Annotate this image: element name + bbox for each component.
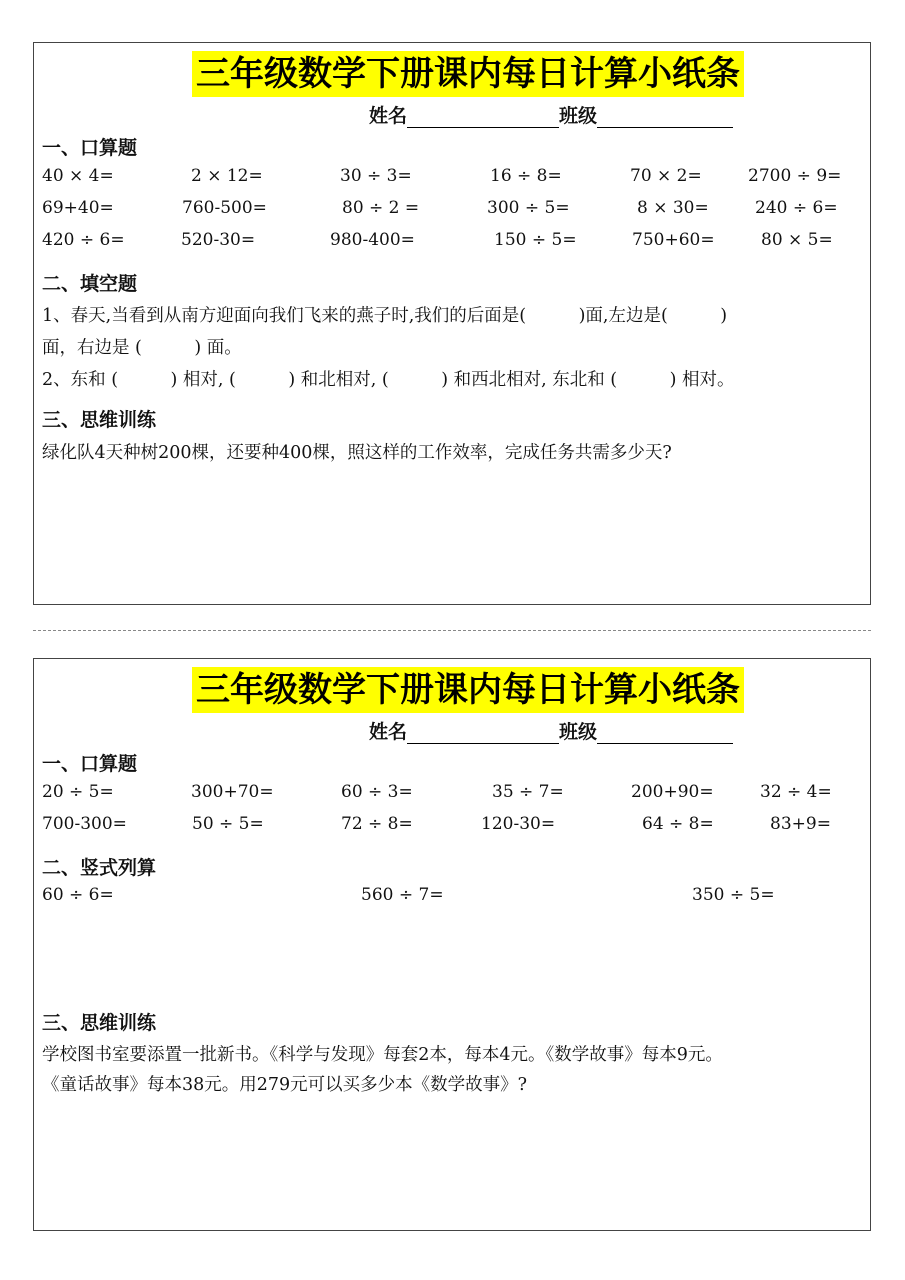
vertical-problem: 560 ÷ 7= — [361, 885, 444, 905]
name-class-row — [369, 717, 733, 744]
oral-problem: 70 × 2= — [630, 166, 702, 186]
thinking-question-line: 绿化队4天种树200棵，还要种400棵，照这样的工作效率，完成任务共需多少天? — [42, 443, 672, 463]
oral-problem: 30 ÷ 3= — [340, 166, 412, 186]
oral-problem: 80 × 5= — [761, 230, 833, 250]
section-vertical-title: 二、竖式列算 — [42, 857, 157, 879]
oral-problem: 50 ÷ 5= — [192, 814, 264, 834]
class-label: 班级 — [559, 721, 598, 743]
oral-problem: 83+9= — [770, 814, 831, 834]
section-oral-title: 一、口算题 — [42, 753, 138, 775]
worksheet-title: 三年级数学下册课内每日计算小纸条 — [192, 51, 744, 97]
fill-question-line: 2、东和 ( ) 相对, ( ) 和北相对, ( ) 和西北相对, 东北和 ( ) 相对。 — [42, 370, 735, 390]
oral-problem: 200+90= — [631, 782, 714, 802]
oral-problem: 72 ÷ 8= — [341, 814, 413, 834]
worksheet-card-1 — [33, 42, 871, 605]
name-label: 姓名 — [369, 105, 408, 127]
oral-problem: 20 ÷ 5= — [42, 782, 114, 802]
class-blank[interactable] — [597, 107, 733, 128]
oral-problem: 80 ÷ 2 = — [342, 198, 420, 218]
thinking-question-line: 《童话故事》每本38元。用279元可以买多少本《数学故事》? — [42, 1075, 528, 1095]
oral-problem: 35 ÷ 7= — [492, 782, 564, 802]
oral-problem: 60 ÷ 3= — [341, 782, 413, 802]
oral-problem: 32 ÷ 4= — [760, 782, 832, 802]
class-blank[interactable] — [597, 723, 733, 744]
oral-problem: 40 × 4= — [42, 166, 114, 186]
oral-problem: 750+60= — [632, 230, 715, 250]
thinking-question-line: 学校图书室要添置一批新书。《科学与发现》每套2本，每本4元。《数学故事》每本9元。 — [42, 1045, 723, 1065]
name-blank[interactable] — [407, 723, 559, 744]
oral-problem: 980-400= — [330, 230, 415, 250]
fill-question-line: 面，右边是 ( ) 面。 — [42, 338, 242, 358]
class-label: 班级 — [559, 105, 598, 127]
vertical-problem: 350 ÷ 5= — [692, 885, 775, 905]
oral-problem: 64 ÷ 8= — [642, 814, 714, 834]
cut-line-divider — [33, 630, 871, 631]
section-thinking-title: 三、思维训练 — [42, 1012, 157, 1034]
oral-problem: 300 ÷ 5= — [487, 198, 570, 218]
fill-question-line: 1、春天,当看到从南方迎面向我们飞来的燕子时,我们的后面是( )面,左边是( ) — [42, 306, 728, 326]
oral-problem: 700-300= — [42, 814, 127, 834]
oral-problem: 520-30= — [181, 230, 256, 250]
oral-problem: 8 × 30= — [637, 198, 709, 218]
name-label: 姓名 — [369, 721, 408, 743]
oral-problem: 120-30= — [481, 814, 556, 834]
vertical-problem: 60 ÷ 6= — [42, 885, 114, 905]
name-class-row — [369, 101, 733, 128]
section-fill-title: 二、填空题 — [42, 273, 138, 295]
oral-problem: 16 ÷ 8= — [490, 166, 562, 186]
oral-problem: 150 ÷ 5= — [494, 230, 577, 250]
oral-problem: 2 × 12= — [191, 166, 263, 186]
worksheet-title: 三年级数学下册课内每日计算小纸条 — [192, 667, 744, 713]
oral-problem: 420 ÷ 6= — [42, 230, 125, 250]
section-thinking-title: 三、思维训练 — [42, 409, 157, 431]
section-oral-title: 一、口算题 — [42, 137, 138, 159]
oral-problem: 300+70= — [191, 782, 274, 802]
worksheet-card-2 — [33, 658, 871, 1231]
oral-problem: 2700 ÷ 9= — [748, 166, 842, 186]
oral-problem: 240 ÷ 6= — [755, 198, 838, 218]
oral-problem: 760-500= — [182, 198, 267, 218]
oral-problem: 69+40= — [42, 198, 114, 218]
name-blank[interactable] — [407, 107, 559, 128]
